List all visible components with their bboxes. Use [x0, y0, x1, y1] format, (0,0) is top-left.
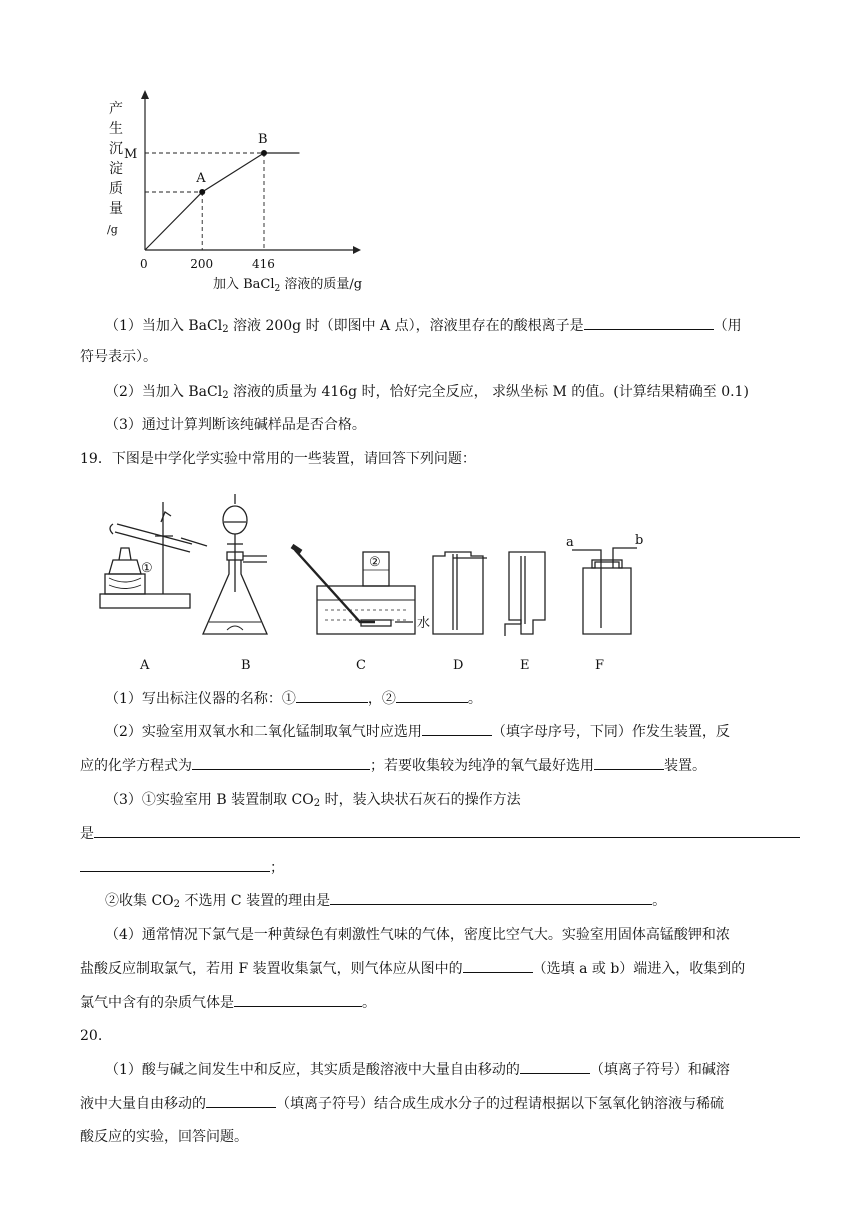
y-axis-label-char: 质: [109, 181, 123, 197]
q20-heading: 20.: [80, 1028, 103, 1044]
origin-label: 0: [140, 257, 148, 271]
point-label-B: B: [258, 132, 268, 147]
apparatus-a: [100, 502, 207, 608]
answer-blank[interactable]: [396, 688, 468, 703]
apparatus-b: [203, 494, 267, 634]
y-tick-label: M: [124, 147, 138, 162]
port-b-label: b: [635, 533, 644, 548]
answer-blank[interactable]: [422, 721, 492, 736]
q20-part1-line1: （1）酸与碱之间发生中和反应，其实质是酸溶液中大量自由移动的 （填离子符号）和碱溶: [105, 1059, 730, 1080]
data-point-B: [261, 150, 267, 156]
y-axis-label-char: /g: [107, 223, 118, 236]
apparatus-c-label: C: [356, 658, 366, 672]
series-line: [145, 153, 299, 250]
port-a-label: a: [566, 535, 574, 550]
apparatus-a-label: A: [140, 658, 150, 672]
q19-part3-line4: ②收集 $CO_2$ 不选用 C 装置的理由是 。: [105, 890, 666, 915]
answer-blank[interactable]: [80, 857, 270, 872]
q18-part1-line1: （1）当加入 BaCl$_2$ 溶液 200g 时（即图中 A 点），溶液里存在的酸根离子是 （用: [105, 315, 742, 340]
apparatus-b-label: B: [241, 658, 251, 672]
q20-part1-line2: 液中大量自由移动的 （填离子符号）结合成生成水分子的过程请根据以下氢氧化钠溶液与稀硫: [80, 1093, 724, 1114]
apparatus-d-label: D: [453, 658, 464, 672]
y-axis-label-char: 淀: [109, 161, 123, 177]
x-axis-label: 加入 BaCl$_2$ 溶液的质量/g: [213, 277, 363, 294]
answer-blank[interactable]: [234, 992, 362, 1007]
y-axis-label-char: 产: [109, 101, 123, 117]
apparatus-figure: [95, 482, 655, 672]
q19-part4-line2: 盐酸反应制取氯气，若用 F 装置收集氯气，则气体应从图中的 （选填 a 或 b）端进入，收集到的: [80, 958, 745, 979]
answer-blank[interactable]: [463, 958, 533, 973]
q19-part3-line2: 是: [80, 823, 800, 844]
apparatus-e-label: E: [520, 658, 530, 672]
apparatus-mark-1: ①: [141, 561, 153, 576]
answer-blank[interactable]: [330, 890, 652, 905]
q20-part1-line3: 酸反应的实验，回答问题。: [80, 1129, 248, 1145]
x-tick-label: 200: [190, 257, 214, 271]
q18-part1-line2: 符号表示）。: [80, 349, 157, 365]
apparatus-e: [505, 552, 545, 636]
y-axis-label-char: 生: [109, 121, 123, 137]
apparatus-f-label: F: [595, 658, 605, 672]
answer-blank[interactable]: [192, 755, 370, 770]
answer-blank[interactable]: [206, 1093, 276, 1108]
point-label-A: A: [196, 171, 206, 186]
apparatus-c: [292, 546, 415, 634]
precipitate-chart: [95, 85, 385, 295]
apparatus-mark-2: ②: [369, 555, 381, 570]
answer-blank[interactable]: [520, 1059, 590, 1074]
q19-heading: 19．下图是中学化学实验中常用的一些装置，请回答下列问题：: [80, 451, 476, 467]
q19-part3-line3: ；: [80, 857, 284, 878]
y-axis-arrow: [141, 90, 149, 99]
x-axis-arrow: [353, 246, 361, 254]
data-point-A: [199, 189, 205, 195]
apparatus-d: [433, 552, 487, 634]
y-axis-label-char: 量: [109, 201, 123, 217]
q19-part4-line1: （4）通常情况下氯气是一种黄绿色有刺激性气味的气体，密度比空气大。实验室用固体高锰酸钾和浓: [105, 927, 730, 943]
x-tick-label: 416: [252, 257, 275, 271]
answer-blank[interactable]: [296, 688, 368, 703]
answer-blank[interactable]: [584, 315, 714, 330]
q19-part1: （1）写出标注仪器的名称：① ，② 。: [105, 688, 482, 709]
q19-part4-line3: 氯气中含有的杂质气体是 。: [80, 992, 376, 1013]
answer-blank[interactable]: [94, 823, 800, 838]
answer-blank[interactable]: [594, 755, 664, 770]
q19-part2-line1: （2）实验室用双氧水和二氧化锰制取氧气时应选用 （填字母序号，下同）作发生装置，反: [105, 721, 730, 742]
apparatus-f: [572, 548, 637, 634]
water-label: 水: [417, 616, 431, 631]
q18-part3: （3）通过计算判断该纯碱样品是否合格。: [105, 417, 366, 433]
q19-part3-line1: （3）①实验室用 B 装置制取 $CO_2$ 时，装入块状石灰石的操作方法: [105, 792, 521, 809]
q18-part2: （2）当加入 BaCl$_2$ 溶液的质量为 416g 时，恰好完全反应， 求纵坐标 M 的值。(计算结果精确至 0.1): [105, 384, 749, 401]
y-axis-label-char: 沉: [109, 141, 123, 157]
q19-part2-line2: 应的化学方程式为 ；若要收集较为纯净的氧气最好选用 装置。: [80, 755, 706, 776]
